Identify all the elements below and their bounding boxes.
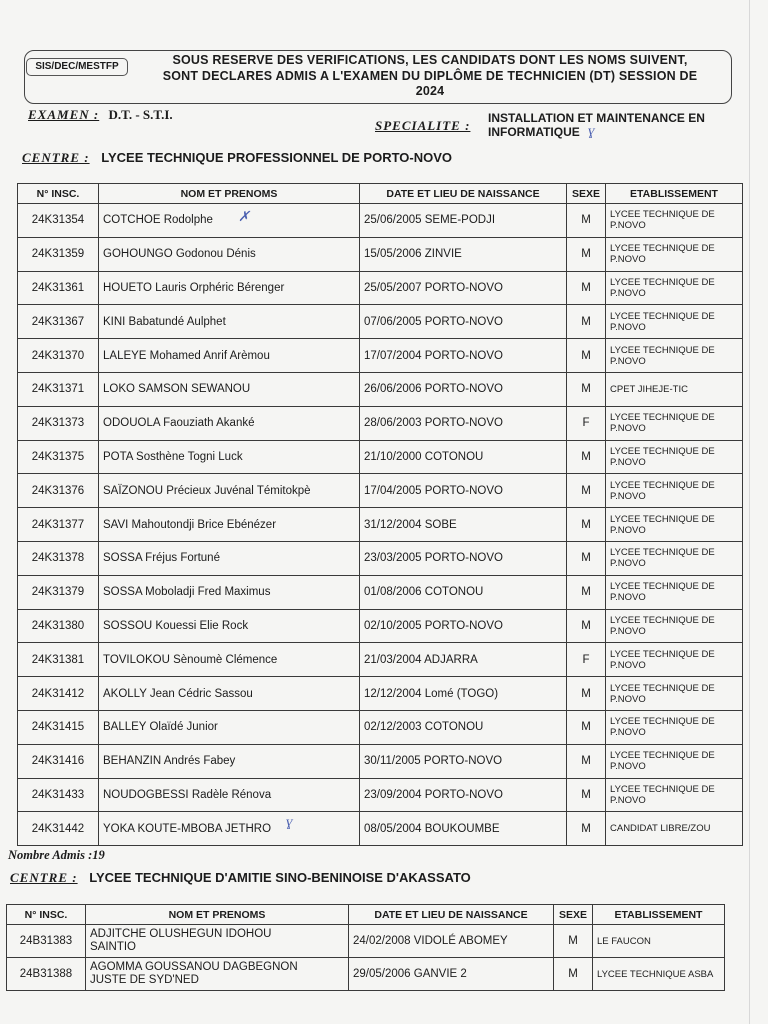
school-line-1: LYCEE TECHNIQUE DE <box>610 412 715 424</box>
cell-sex: M <box>567 237 606 271</box>
cell-school <box>593 958 725 991</box>
centre-2-table <box>6 904 725 991</box>
birth-place: COTONOU <box>424 586 484 599</box>
cell-full-name: NOUDOGBESSI Radèle Rénova <box>99 778 360 812</box>
cell-registration-number: 24K31370 <box>18 339 99 373</box>
handwritten-mark: ✗ <box>238 210 250 225</box>
cell-birth <box>360 744 567 778</box>
cell-birth <box>360 812 567 846</box>
birth-place: PORTO-NOVO <box>424 619 503 632</box>
cell-birth <box>360 710 567 744</box>
cell-school <box>606 609 743 643</box>
cell-school <box>606 541 743 575</box>
cell-sex: M <box>554 925 593 958</box>
birth-date: 02/12/2003 <box>364 721 422 734</box>
school-line-2: P.NOVO <box>610 456 646 468</box>
cell-birth <box>360 778 567 812</box>
school-line-1: LYCEE TECHNIQUE DE <box>610 513 715 525</box>
cell-registration-number: 24K31379 <box>18 575 99 609</box>
school-line-2: P.NOVO <box>610 693 646 705</box>
cell-school <box>606 474 743 508</box>
cell-sex: M <box>567 575 606 609</box>
birth-date: 29/05/2006 <box>353 968 411 980</box>
cell-full-name: TOVILOKOU Sènoumè Clémence <box>99 643 360 677</box>
school-line-1: LYCEE TECHNIQUE DE <box>610 783 715 795</box>
table-row <box>18 237 743 271</box>
cell-sex: M <box>567 508 606 542</box>
cell-birth <box>360 339 567 373</box>
cell-birth <box>360 677 567 711</box>
birth-place: PORTO-NOVO <box>424 552 503 565</box>
birth-date: 07/06/2005 <box>364 315 422 328</box>
school-line-2: P.NOVO <box>610 524 646 536</box>
birth-date: 12/12/2004 <box>364 687 422 700</box>
birth-date: 17/07/2004 <box>364 349 422 362</box>
school-line-1: LYCEE TECHNIQUE DE <box>610 581 715 593</box>
birth-date: 15/05/2006 <box>364 248 422 261</box>
table-row <box>18 609 743 643</box>
birth-place: SEME-PODJI <box>424 214 496 227</box>
cell-sex: M <box>567 372 606 406</box>
birth-place: Lomé (TOGO) <box>424 687 499 700</box>
cell-school <box>606 677 743 711</box>
cell-registration-number: 24K31378 <box>18 541 99 575</box>
birth-place: PORTO-NOVO <box>424 281 503 294</box>
cell-sex: M <box>567 305 606 339</box>
school-line-1: LYCEE TECHNIQUE DE <box>610 547 715 559</box>
school-line-2: P.NOVO <box>610 558 646 570</box>
cell-school <box>606 575 743 609</box>
cell-registration-number: 24K31373 <box>18 406 99 440</box>
cell-full-name: YOKA KOUTE-MBOBA JETHRO <box>99 812 360 846</box>
cell-birth <box>360 440 567 474</box>
birth-date: 21/10/2000 <box>364 450 422 463</box>
cell-full-name <box>86 925 349 958</box>
birth-date: 28/06/2003 <box>364 417 422 430</box>
cell-school <box>606 237 743 271</box>
cell-sex: M <box>567 812 606 846</box>
table-row <box>7 958 725 991</box>
cell-birth <box>360 541 567 575</box>
table-row <box>18 474 743 508</box>
cell-birth <box>360 204 567 238</box>
cell-registration-number: 24K31371 <box>18 372 99 406</box>
cell-registration-number: 24K31376 <box>18 474 99 508</box>
col-birth: DATE ET LIEU DE NAISSANCE <box>360 184 567 204</box>
centre-2-heading <box>10 870 471 886</box>
birth-date: 01/08/2006 <box>364 586 422 599</box>
col-num: N° INSC. <box>18 184 99 204</box>
school-line-2: P.NOVO <box>610 321 646 333</box>
cell-registration-number: 24K31381 <box>18 643 99 677</box>
cell-full-name: SOSSOU Kouessi Elie Rock <box>99 609 360 643</box>
cell-birth <box>360 372 567 406</box>
birth-date: 26/06/2006 <box>364 383 422 396</box>
col-sex: SEXE <box>567 184 606 204</box>
cell-full-name: KINI Babatundé Aulphet <box>99 305 360 339</box>
cell-birth <box>360 271 567 305</box>
birth-place: COTONOU <box>424 721 484 734</box>
birth-date: 02/10/2005 <box>364 619 422 632</box>
school-line-2: P.NOVO <box>610 625 646 637</box>
table-row <box>18 541 743 575</box>
cell-registration-number: 24B31388 <box>7 958 86 991</box>
cell-birth <box>360 474 567 508</box>
birth-date: 31/12/2004 <box>364 518 422 531</box>
cell-sex: M <box>567 778 606 812</box>
school-line-1: LYCEE TECHNIQUE DE <box>610 750 715 762</box>
col-birth: DATE ET LIEU DE NAISSANCE <box>349 905 554 925</box>
cell-sex: F <box>567 643 606 677</box>
cell-full-name: SAÏZONOU Précieux Juvénal Témitokpè <box>99 474 360 508</box>
cell-full-name: AKOLLY Jean Cédric Sassou <box>99 677 360 711</box>
school-line-2: P.NOVO <box>610 287 646 299</box>
exam-label: EXAMEN : <box>28 107 100 122</box>
cell-full-name: POTA Sosthène Togni Luck <box>99 440 360 474</box>
birth-date: 25/06/2005 <box>364 214 422 227</box>
cell-school <box>606 710 743 744</box>
cell-registration-number: 24K31416 <box>18 744 99 778</box>
birth-place: ZINVIE <box>424 248 462 261</box>
birth-date: 23/09/2004 <box>364 788 422 801</box>
cell-full-name: SOSSA Fréjus Fortuné <box>99 541 360 575</box>
speciality-label: SPECIALITE : <box>375 118 471 133</box>
cell-sex: M <box>567 440 606 474</box>
school-line-2: P.NOVO <box>610 727 646 739</box>
table-row <box>18 744 743 778</box>
cell-registration-number: 24K31361 <box>18 271 99 305</box>
cell-sex: M <box>567 271 606 305</box>
school-line-1: LYCEE TECHNIQUE DE <box>610 614 715 626</box>
table-row <box>18 406 743 440</box>
notice-line-3: 2024 <box>415 84 445 98</box>
cell-sex: M <box>567 710 606 744</box>
cell-school <box>606 204 743 238</box>
cell-school <box>606 339 743 373</box>
speciality-line-1: INSTALLATION ET MAINTENANCE EN <box>488 111 705 125</box>
birth-place: PORTO-NOVO <box>424 315 503 328</box>
birth-date: 30/11/2005 <box>364 755 421 768</box>
exam-line <box>28 107 173 123</box>
cell-school <box>606 508 743 542</box>
table-row <box>7 925 725 958</box>
table-header-row <box>18 184 743 204</box>
cell-school <box>593 925 725 958</box>
school-line-1: LYCEE TECHNIQUE DE <box>610 479 715 491</box>
cell-sex: M <box>567 474 606 508</box>
birth-place: PORTO-NOVO <box>424 417 503 430</box>
cell-registration-number: 24B31383 <box>7 925 86 958</box>
school-line-1: LYCEE TECHNIQUE DE <box>610 243 715 255</box>
cell-sex: M <box>567 677 606 711</box>
school-line-2: P.NOVO <box>610 490 646 502</box>
cell-school <box>606 778 743 812</box>
cell-sex: M <box>567 541 606 575</box>
cell-registration-number: 24K31359 <box>18 237 99 271</box>
school-line-2: P.NOVO <box>610 220 646 232</box>
school-line-1: LYCEE TECHNIQUE DE <box>610 445 715 457</box>
cell-full-name: SOSSA Moboladji Fred Maximus <box>99 575 360 609</box>
handwritten-mark: ɣ <box>588 124 595 139</box>
birth-place: PORTO-NOVO <box>424 788 503 801</box>
birth-date: 23/03/2005 <box>364 552 422 565</box>
birth-date: 25/05/2007 <box>364 281 422 294</box>
table-row <box>18 372 743 406</box>
name-line-1: ADJITCHE OLUSHEGUN IDOHOU <box>90 928 272 940</box>
school-line-1: LYCEE TECHNIQUE DE <box>610 276 715 288</box>
cell-birth <box>360 305 567 339</box>
cell-school <box>606 812 743 846</box>
cell-sex: M <box>567 339 606 373</box>
admitted-count: Nombre Admis :19 <box>8 848 105 862</box>
cell-full-name <box>86 958 349 991</box>
school-line-2: P.NOVO <box>610 592 646 604</box>
centre-1-label: CENTRE : <box>22 150 90 165</box>
centre-2-name: LYCEE TECHNIQUE D'AMITIE SINO-BENINOISE D'AKASSATO <box>89 870 471 885</box>
notice-line-2: SONT DECLARES ADMIS A L'EXAMEN DU DIPLÔME DE TECHNICIEN (DT) SESSION DE <box>162 68 698 83</box>
cell-sex: M <box>567 744 606 778</box>
speciality-line-2: INFORMATIQUE <box>488 125 580 139</box>
cell-full-name: BEHANZIN Andrés Fabey <box>99 744 360 778</box>
birth-place: PORTO-NOVO <box>423 755 503 768</box>
cell-school <box>606 643 743 677</box>
birth-date: 17/04/2005 <box>364 484 422 497</box>
centre-1-name: LYCEE TECHNIQUE PROFESSIONNEL DE PORTO-NOVO <box>101 150 453 165</box>
birth-place: PORTO-NOVO <box>424 383 503 396</box>
school-line-1: CANDIDAT LIBRE/ZOU <box>610 823 711 835</box>
cell-registration-number: 24K31442 <box>18 812 99 846</box>
table-row <box>18 778 743 812</box>
birth-date: 24/02/2008 <box>353 935 411 947</box>
table-row <box>18 305 743 339</box>
cell-sex: F <box>567 406 606 440</box>
cell-school <box>606 271 743 305</box>
table-row <box>18 508 743 542</box>
speciality-value <box>488 111 733 139</box>
notice-line-1: SOUS RESERVE DES VERIFICATIONS, LES CANDIDATS DONT LES NOMS SUIVENT, <box>172 53 688 67</box>
cell-birth <box>349 925 554 958</box>
school-line-1: LYCEE TECHNIQUE DE <box>610 209 715 221</box>
table-row <box>18 677 743 711</box>
birth-date: 21/03/2004 <box>364 653 422 666</box>
table-row <box>18 440 743 474</box>
birth-place: PORTO-NOVO <box>424 484 503 497</box>
cell-school <box>606 406 743 440</box>
cell-registration-number: 24K31367 <box>18 305 99 339</box>
cell-school <box>606 744 743 778</box>
cell-registration-number: 24K31377 <box>18 508 99 542</box>
cell-full-name: LALEYE Mohamed Anrif Arèmou <box>99 339 360 373</box>
school-line-1: LYCEE TECHNIQUE DE <box>610 310 715 322</box>
birth-place: GANVIE 2 <box>413 968 467 980</box>
name-line-2: SAINTIO <box>90 941 137 953</box>
school-line-2: P.NOVO <box>610 355 646 367</box>
centre-1-heading <box>22 150 452 166</box>
cell-full-name: HOUETO Lauris Orphéric Bérenger <box>99 271 360 305</box>
birth-place: COTONOU <box>424 450 484 463</box>
cell-registration-number: 24K31380 <box>18 609 99 643</box>
cell-sex: M <box>567 609 606 643</box>
cell-full-name: LOKO SAMSON SEWANOU <box>99 372 360 406</box>
cell-registration-number: 24K31375 <box>18 440 99 474</box>
table-row <box>18 710 743 744</box>
cell-full-name: COTCHOE Rodolphe <box>99 204 360 238</box>
handwritten-mark: ɣ <box>286 815 293 830</box>
cell-sex: M <box>567 204 606 238</box>
cell-sex: M <box>554 958 593 991</box>
col-school: ETABLISSEMENT <box>593 905 725 925</box>
cell-registration-number: 24K31433 <box>18 778 99 812</box>
table-row <box>18 812 743 846</box>
cell-birth <box>360 609 567 643</box>
birth-place: PORTO-NOVO <box>424 349 503 362</box>
centre-1-table <box>17 183 743 846</box>
school-line-1: LYCEE TECHNIQUE ASBA <box>597 968 714 980</box>
table-header-row <box>7 905 725 925</box>
cell-full-name: BALLEY Olaïdé Junior <box>99 710 360 744</box>
name-line-1: AGOMMA GOUSSANOU DAGBEGNON <box>90 961 298 973</box>
cell-registration-number: 24K31412 <box>18 677 99 711</box>
table-row <box>18 204 743 238</box>
cell-birth <box>360 575 567 609</box>
col-school: ETABLISSEMENT <box>606 184 743 204</box>
table-row <box>18 575 743 609</box>
table-row <box>18 643 743 677</box>
cell-full-name: ODOUOLA Faouziath Akanké <box>99 406 360 440</box>
admission-notice <box>130 53 730 100</box>
col-num: N° INSC. <box>7 905 86 925</box>
page-edge <box>749 0 750 1024</box>
table-row <box>18 339 743 373</box>
school-line-1: CPET JIHEJE-TIC <box>610 383 688 395</box>
school-line-1: LYCEE TECHNIQUE DE <box>610 344 715 356</box>
cell-registration-number: 24K31415 <box>18 710 99 744</box>
col-sex: SEXE <box>554 905 593 925</box>
cell-full-name: SAVI Mahoutondji Brice Ebénézer <box>99 508 360 542</box>
birth-place: ADJARRA <box>424 653 478 666</box>
school-line-1: LYCEE TECHNIQUE DE <box>610 648 715 660</box>
school-line-2: P.NOVO <box>610 761 646 773</box>
col-name: NOM ET PRENOMS <box>99 184 360 204</box>
birth-date: 08/05/2004 <box>364 822 422 835</box>
birth-place: BOUKOUMBE <box>424 822 500 835</box>
table-row <box>18 271 743 305</box>
cell-birth <box>360 508 567 542</box>
cell-full-name: GOHOUNGO Godonou Dénis <box>99 237 360 271</box>
school-line-2: P.NOVO <box>610 423 646 435</box>
name-line-2: JUSTE DE SYD'NED <box>90 974 199 986</box>
exam-value: D.T. - S.T.I. <box>108 107 173 122</box>
school-line-1: LE FAUCON <box>597 935 651 947</box>
cell-school <box>606 305 743 339</box>
col-name: NOM ET PRENOMS <box>86 905 349 925</box>
birth-place: VIDOLÉ ABOMEY <box>413 935 508 947</box>
school-line-1: LYCEE TECHNIQUE DE <box>610 682 715 694</box>
cell-birth <box>360 237 567 271</box>
cell-registration-number: 24K31354 <box>18 204 99 238</box>
cell-birth <box>360 643 567 677</box>
school-line-2: P.NOVO <box>610 659 646 671</box>
school-line-1: LYCEE TECHNIQUE DE <box>610 716 715 728</box>
school-line-2: P.NOVO <box>610 254 646 266</box>
school-line-2: P.NOVO <box>610 794 646 806</box>
cell-birth <box>349 958 554 991</box>
cell-school <box>606 372 743 406</box>
centre-2-label: CENTRE : <box>10 870 78 885</box>
reference-badge: SIS/DEC/MESTFP <box>26 58 128 76</box>
birth-place: SOBE <box>424 518 457 531</box>
cell-school <box>606 440 743 474</box>
cell-birth <box>360 406 567 440</box>
